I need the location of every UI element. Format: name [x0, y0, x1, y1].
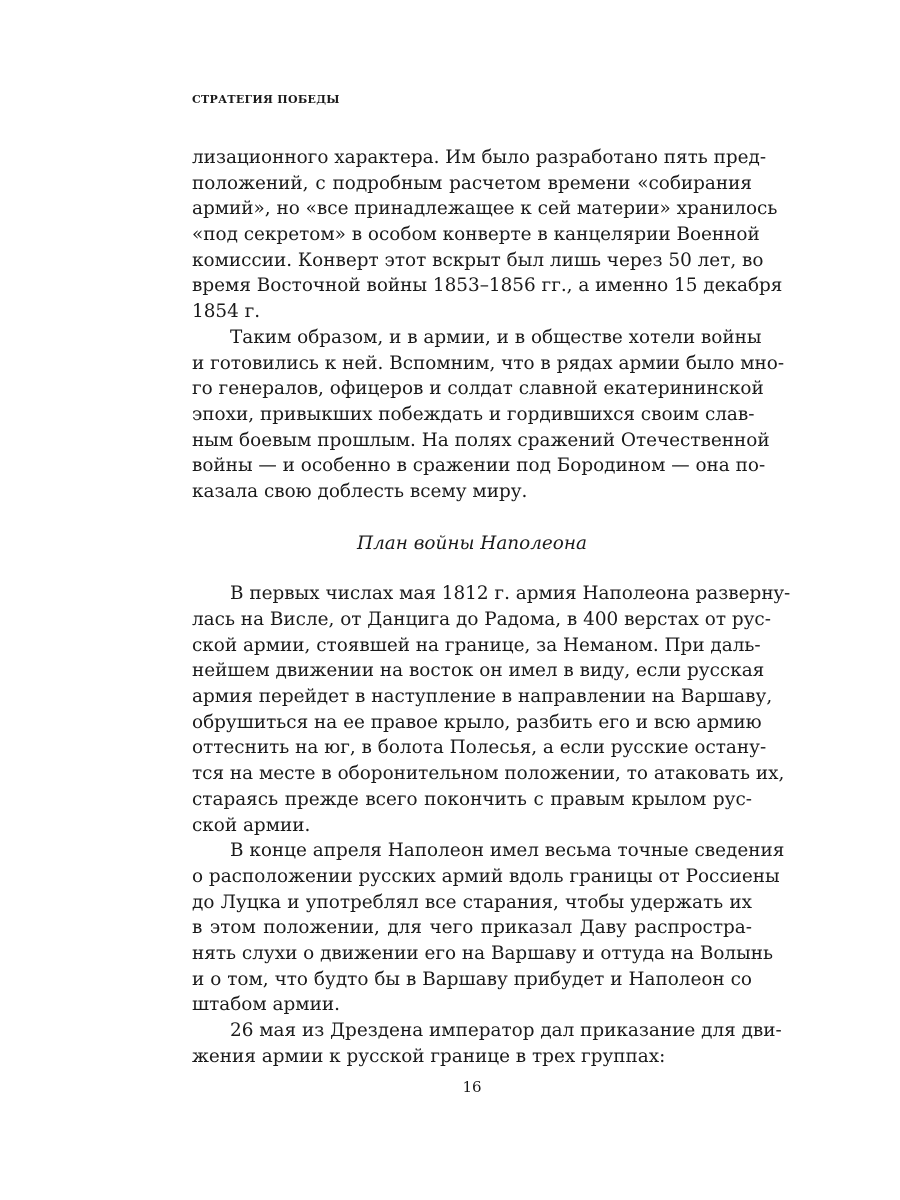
- text-line: обрушиться на ее правое крыло, разбить его и всю армию: [192, 711, 762, 733]
- text-line: до Луцка и употреблял все старания, чтобы удержать их: [192, 891, 752, 913]
- text-line: стараясь прежде всего покончить с правым крылом рус-: [192, 788, 752, 810]
- text-line: В конце апреля Наполеон имел весьма точные сведения: [230, 840, 785, 862]
- text-line: казала свою доблесть всему миру.: [192, 480, 528, 502]
- text-line: жения армии к русской границе в трех группах:: [192, 1045, 666, 1067]
- page-body: [192, 145, 791, 1069]
- text-line: лизационного характера. Им было разработано пять пред-: [192, 147, 767, 168]
- section-heading: План войны Наполеона: [357, 532, 587, 554]
- paragraph-1: [192, 145, 783, 325]
- text-line: лась на Висле, от Данцига до Радома, в 400 верстах от рус-: [192, 609, 771, 630]
- paragraph-2: [192, 325, 785, 505]
- text-line: В первых числах мая 1812 г. армия Наполеона развернy-: [230, 583, 791, 605]
- text-line: ным боевым прошлым. На полях сражений Отечественной: [192, 429, 770, 451]
- text-line: о расположении русских армий вдоль границы от Россиены: [192, 865, 780, 887]
- text-line: время Восточной войны 1853–1856 гг., а именно 15 декабря: [192, 275, 783, 297]
- text-line: го генералов, офицеров и солдат славной екатерининской: [192, 378, 764, 400]
- text-line: в этом положении, для чего приказал Даву распростра-: [192, 917, 752, 939]
- text-line: положений, с подробным расчетом времени «собирания: [192, 172, 752, 194]
- text-line: оттеснить на юг, в болота Полесья, а если русские остану-: [192, 737, 767, 759]
- text-line: ской армии, стоявшей на границе, за Неманом. При даль-: [192, 634, 761, 656]
- text-line: Таким образом, и в армии, и в обществе хотели войны: [230, 326, 762, 348]
- text-line: комиссии. Конверт этот вскрыт был лишь через 50 лет, во: [192, 249, 764, 271]
- page-number: 16: [462, 1078, 482, 1096]
- text-line: войны — и особенно в сражении под Бородином — она по-: [192, 455, 766, 477]
- text-line: 26 мая из Дрездена император дал приказание для дви-: [230, 1020, 782, 1041]
- text-line: и готовились к ней. Вспомним, что в рядах армии было мно-: [192, 352, 785, 374]
- paragraph-3: [192, 581, 791, 838]
- running-head: СТРАТЕГИЯ ПОБЕДЫ: [192, 93, 340, 106]
- text-line: «под секретом» в особом конверте в канцелярии Военной: [192, 224, 760, 246]
- text-line: нейшем движении на восток он имел в виду, если русская: [192, 660, 765, 682]
- text-line: эпохи, привыкших побеждать и гордившихся своим слав-: [192, 403, 755, 425]
- text-line: ской армии.: [192, 814, 311, 836]
- text-line: нять слухи о движении его на Варшаву и оттуда на Волынь: [192, 942, 774, 964]
- paragraph-4: [192, 838, 785, 1018]
- text-line: 1854 г.: [192, 301, 261, 323]
- text-line: армий», но «все принадлежащее к сей материи» хранилось: [192, 198, 778, 220]
- text-line: армия перейдет в наступление в направлении на Варшаву,: [192, 686, 773, 708]
- text-line: тся на месте в оборонительном положении, то атаковать их,: [192, 763, 785, 785]
- text-line: и о том, что будто бы в Варшаву прибудет и Наполеон со: [192, 968, 752, 990]
- text-line: штабом армии.: [192, 994, 340, 1016]
- paragraph-5: [192, 1018, 782, 1069]
